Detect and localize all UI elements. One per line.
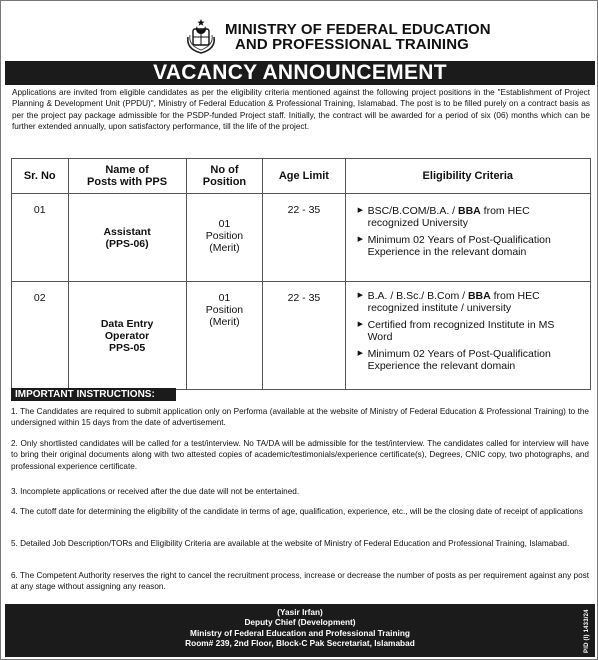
instruction-item-2: 2. Only shortlisted candidates will be called for a test/interview. No TA/DA will be admissible for the test/interview. The candidates called for interview will have to bring their original documents along with two attested copies of academic/testimonials/experience certificate(s), Degrees, CNIC copy, two photographs, and professional experience certificate.	[11, 439, 589, 471]
signatory-address: Room# 239, 2nd Floor, Block-C Pak Secretariat, Islamabad	[185, 637, 415, 648]
intro-paragraph: Applications are invited from eligible candidates as per the eligibility criteria mentioned against the following project positions in the "Establishment of Project Planning & Development Unit (PPDU)", Ministry of Federal Education & Professional Training, Islamabad. The post is to be filled purely on a contract basis as per the project pay package admissible for the PSDP-funded Project staff. Initially, the contract will be awarded for a period of six (06) months which can be further extended annually, upon satisfactory performance, till the life of the project.	[12, 88, 590, 132]
table-row	[12, 282, 591, 390]
table-header-row	[12, 159, 591, 194]
criteria-item: ▶ BSC/B.COM/B.A. / BBA from HEC recognized University	[357, 205, 530, 229]
criteria-item: ▶ B.A. / B.Sc./ B.Com / BBA from HEC recognized institute / university	[357, 290, 540, 314]
bullet-arrow-icon: ▶	[357, 350, 363, 357]
vacancy-banner: VACANCY ANNOUNCEMENT	[5, 61, 595, 85]
instruction-item-6: 6. The Competent Authority reserves the right to cancel the recruitment process, increase or decrease the number of posts as per requirement against any post at any stage without assigning any reason.	[11, 571, 589, 592]
table-row	[12, 194, 591, 282]
instruction-item-4: 4. The cutoff date for determining the eligibility of the candidate in terms of age, qualification, experience, etc., will be the closing date of receipt of applications	[11, 507, 583, 516]
bullet-arrow-icon: ▶	[357, 207, 363, 214]
bullet-arrow-icon: ▶	[357, 321, 363, 328]
pid-number: PID (I) 1433/24	[583, 609, 590, 653]
row-eligibility	[345, 194, 590, 282]
row-age-limit: 22 - 35	[263, 194, 345, 282]
criteria-item: ▶ Minimum 02 Years of Post-Qualification Experience in the relevant domain	[357, 234, 551, 258]
instruction-item-5: 5. Detailed Job Description/TORs and Eligibility Criteria are available at the website of Ministry of Federal Education and Professional Training, Islamabad.	[11, 539, 570, 548]
col-eligibility: Eligibility Criteria	[345, 159, 590, 194]
col-age-limit: Age Limit	[263, 159, 345, 194]
signatory-name: (Yasir Irfan)	[277, 607, 323, 617]
header	[1, 13, 598, 57]
row-age-limit: 22 - 35	[263, 282, 345, 390]
vacancy-table	[11, 158, 591, 390]
row-post-name: Assistant (PPS-06)	[68, 194, 186, 282]
row-eligibility	[345, 282, 590, 390]
instruction-item-1: 1. The Candidates are required to submit application only on Performa (available at the website of Ministry of Federal Education & Professional Training) to the undersigned within 15 days from the date of advertisement.	[11, 407, 589, 428]
ministry-name: MINISTRY OF FEDERAL EDUCATION AND PROFESSIONAL TRAINING	[225, 21, 491, 53]
row-positions: 01 Position (Merit)	[186, 282, 263, 390]
col-positions: No of Position	[186, 159, 263, 194]
state-emblem-icon	[182, 17, 220, 55]
row-post-name: Data Entry Operator PPS-05	[68, 282, 186, 390]
criteria-item: ▶ Certified from recognized Institute in MS Word	[357, 319, 555, 343]
row-positions: 01 Position (Merit)	[186, 194, 263, 282]
row-sr-no: 02	[12, 282, 69, 390]
signatory-designation: Deputy Chief (Development)	[244, 617, 356, 628]
row-sr-no: 01	[12, 194, 69, 282]
signatory-organization: Ministry of Federal Education and Professional Training	[190, 627, 410, 638]
criteria-item: ▶ Minimum 02 Years of Post-Qualification Experience the relevant domain	[357, 348, 551, 372]
col-sr-no: Sr. No	[12, 159, 69, 194]
col-post-name: Name of Posts with PPS	[68, 159, 186, 194]
bullet-arrow-icon: ▶	[357, 292, 363, 299]
instruction-item-3: 3. Incomplete applications or received after the due date will not be entertained.	[11, 487, 300, 496]
instructions-heading: IMPORTANT INSTRUCTIONS:	[11, 388, 176, 401]
signature-footer	[5, 604, 595, 657]
bullet-arrow-icon: ▶	[357, 236, 363, 243]
